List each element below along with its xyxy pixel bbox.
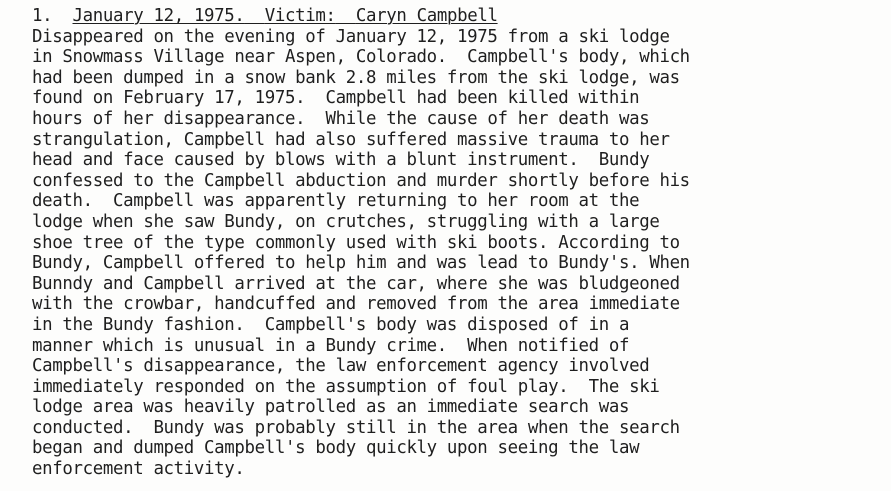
body-line: in the Bundy fashion. Campbell's body was disposed of in a xyxy=(32,314,630,335)
body-line: had been dumped in a snow bank 2.8 miles from the ski lodge, was xyxy=(32,67,680,88)
body-line: found on February 17, 1975. Campbell had been killed within xyxy=(32,88,640,109)
victim-name: Caryn Campbell xyxy=(355,6,498,26)
entry-heading xyxy=(32,6,882,27)
body-line: enforcement activity. xyxy=(32,459,245,480)
body-line: strangulation, Campbell had also suffered massive trauma to her xyxy=(32,129,670,150)
body-line: immediately responded on the assumption of foul play. The ski xyxy=(32,376,660,397)
body-line: lodge area was heavily patrolled as an immediate search was xyxy=(32,397,630,418)
body-line: manner which is unusual in a Bundy crime. When notified of xyxy=(32,335,630,356)
heading-underlined xyxy=(73,6,498,26)
body-line: began and dumped Campbell's body quickly upon seeing the law xyxy=(32,438,640,459)
body-line: conducted. Bundy was probably still in the area when the search xyxy=(32,417,680,438)
body-line: lodge when she saw Bundy, on crutches, struggling with a large xyxy=(32,211,660,232)
victim-label: Victim: xyxy=(264,6,336,26)
body-line: shoe tree of the type commonly used with ski boots. According to xyxy=(32,232,680,253)
body-line: Bundy, Campbell offered to help him and was lead to Bundy's. When xyxy=(32,253,690,274)
entry-number: 1. xyxy=(32,6,53,26)
body-line: with the crowbar, handcuffed and removed from the area immediate xyxy=(32,294,680,315)
body-line: in Snowmass Village near Aspen, Colorado. Campbell's body, which xyxy=(32,47,690,68)
document-text xyxy=(32,6,882,480)
body-line: Campbell's disappearance, the law enforcement agency involved xyxy=(32,356,650,377)
body-line: head and face caused by blows with a blunt instrument. Bundy xyxy=(32,150,650,171)
body-line: hours of her disappearance. While the cause of her death was xyxy=(32,108,650,129)
body-line: Disappeared on the evening of January 12, 1975 from a ski lodge xyxy=(32,26,670,47)
body-line: Bunndy and Campbell arrived at the car, where she was bludgeoned xyxy=(32,273,680,294)
entry-date: January 12, 1975. xyxy=(72,6,245,26)
body-line: confessed to the Campbell abduction and murder shortly before his xyxy=(32,170,690,191)
body-line: death. Campbell was apparently returning to her room at the xyxy=(32,191,640,212)
